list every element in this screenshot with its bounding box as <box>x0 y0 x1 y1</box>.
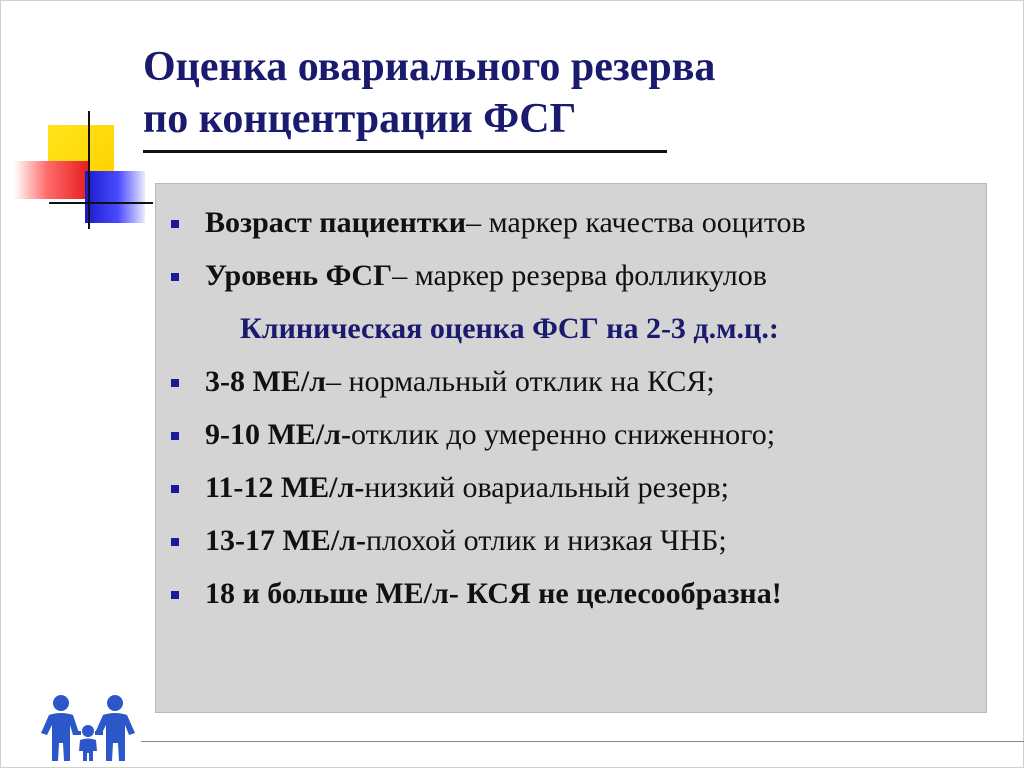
decoration-horizontal-line <box>49 202 153 204</box>
decoration-vertical-line <box>88 111 90 229</box>
title-underline <box>143 150 667 153</box>
item-bold-text: 13-17 МЕ/л- <box>205 523 366 557</box>
item-text: низкий овариальный резерв; <box>364 470 729 504</box>
list-item <box>156 408 986 461</box>
title-line-2: по концентрации ФСГ <box>143 96 577 142</box>
bullet-square-icon <box>171 273 179 281</box>
slide-title <box>143 41 903 145</box>
content-panel <box>155 183 987 713</box>
bullet-square-icon <box>171 220 179 228</box>
list-item <box>156 249 986 302</box>
item-bold-text: 11-12 МЕ/л- <box>205 470 365 504</box>
item-text: – нормальный отклик на КСЯ; <box>325 364 715 398</box>
item-bold-text: 3-8 МЕ/л <box>205 364 326 398</box>
title-line-1: Оценка овариального резерва <box>143 44 716 90</box>
bullet-square-icon <box>171 432 179 440</box>
bullet-list <box>156 196 986 620</box>
item-bold-text: 9-10 МЕ/л- <box>205 417 351 451</box>
red-square-decoration <box>14 161 88 199</box>
footer-line <box>141 741 1024 742</box>
bullet-square-icon <box>171 379 179 387</box>
item-bold-text: 18 и больше МЕ/л- КСЯ не целесообразна! <box>205 576 782 610</box>
list-item <box>156 567 986 620</box>
list-item <box>156 514 986 567</box>
item-bold-text: Уровень ФСГ <box>205 258 393 292</box>
item-text: – маркер резерва фолликулов <box>392 258 767 292</box>
bullet-square-icon <box>171 485 179 493</box>
item-text: – маркер качества ооцитов <box>466 205 806 239</box>
bullet-square-icon <box>171 591 179 599</box>
family-icon <box>37 693 141 763</box>
item-text: плохой отлик и низкая ЧНБ; <box>365 523 727 557</box>
list-item <box>156 355 986 408</box>
subheading: Клиническая оценка ФСГ на 2-3 д.м.ц.: <box>240 311 779 345</box>
blue-square-decoration <box>85 171 145 223</box>
list-item <box>156 461 986 514</box>
bullet-square-icon <box>171 538 179 546</box>
item-text: отклик до умеренно сниженного; <box>350 417 776 451</box>
list-item <box>156 196 986 249</box>
item-bold-text: Возраст пациентки <box>205 205 467 239</box>
